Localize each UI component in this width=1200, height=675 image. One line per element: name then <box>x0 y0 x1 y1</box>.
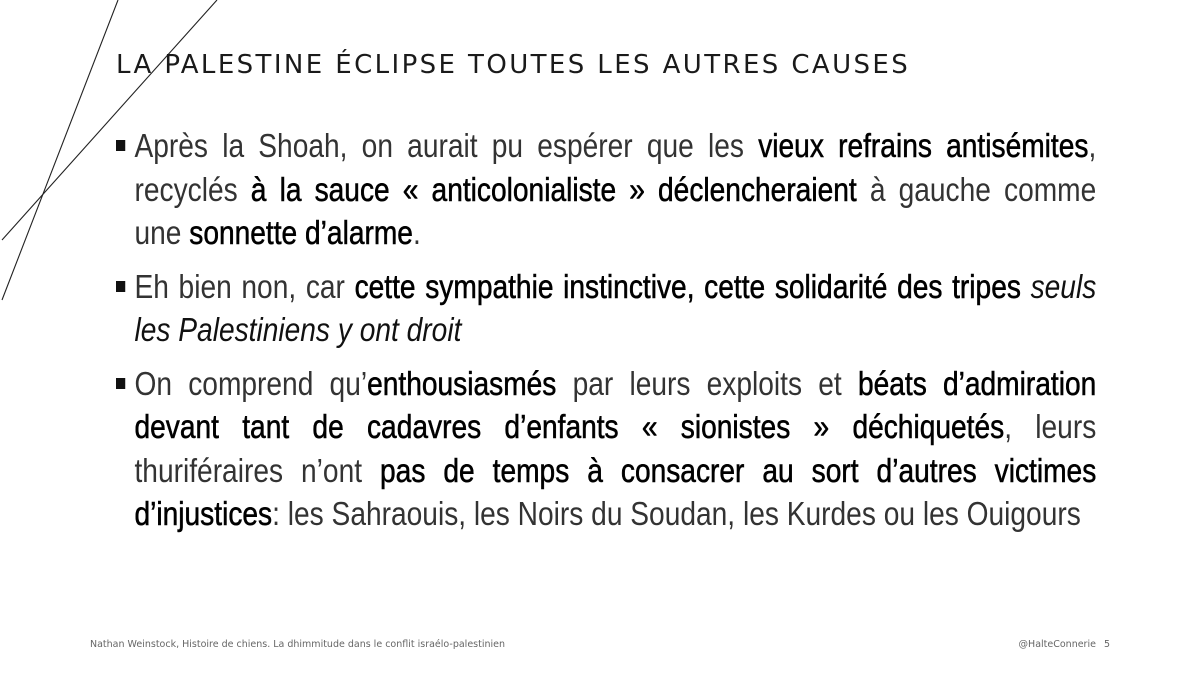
bullet-text-segment: à gauche comme une <box>134 171 1097 252</box>
bullet-text-segment: On comprend qu’ <box>134 365 368 403</box>
bullet-text-segment-bold: enthousiasmés <box>367 365 557 403</box>
bullet-text-segment-bold: béats d’admiration devant tant de cadavres d’enfants « sionistes » déchiquetés <box>134 365 1097 446</box>
square-bullet-icon <box>116 281 125 292</box>
bullet-item-3 <box>116 363 1096 537</box>
page-number: 5 <box>1103 639 1110 650</box>
footer-right <box>1019 639 1110 650</box>
bullet-text-segment: par leurs exploits et <box>556 365 858 403</box>
bullet-text-segment-italic: seuls les Palestiniens y ont droit <box>134 268 1097 349</box>
bullet-item-2 <box>116 266 1096 353</box>
bullet-text-segment-bold: cette sympathie instinctive, cette solidarité des tripes <box>354 268 1031 306</box>
bullet-text-segment: Après la Shoah, on aurait pu espérer que les <box>134 128 759 165</box>
bullet-text-segment: , recyclés <box>134 128 1097 209</box>
footer-source: Nathan Weinstock, Histoire de chiens. La dhimmitude dans le conflit israélo-palestinien <box>90 639 506 650</box>
bullet-text-segment-bold: sonnette d’alarme <box>189 215 413 252</box>
square-bullet-icon <box>116 378 125 389</box>
bullet-item-1 <box>116 125 1096 256</box>
bullet-text-segment: : les Sahraouis, les Noirs du Soudan, les Kurdes ou les Ouigours <box>272 496 1081 533</box>
bullet-text-segment: . <box>412 215 421 252</box>
slide-title: LA PALESTINE ÉCLIPSE TOUTES LES AUTRES CAUSES <box>116 50 911 80</box>
bullet-text-segment: , leurs thuriféraires n’ont <box>134 409 1097 490</box>
bullet-text-segment: Eh bien non, car <box>134 268 355 306</box>
square-bullet-icon <box>116 140 125 151</box>
bullet-text-segment-bold: pas de temps à consacrer au sort d’autres victimes d’injustices <box>134 452 1097 533</box>
footer-handle: @HalteConnerie <box>1018 639 1096 650</box>
decorative-line-1 <box>2 0 118 300</box>
bullet-text-segment-bold: à la sauce « anticolonialiste » déclencheraient <box>250 171 857 209</box>
bullet-text-segment-bold: vieux refrains antisémites <box>758 128 1089 165</box>
bullet-list <box>116 125 1096 547</box>
